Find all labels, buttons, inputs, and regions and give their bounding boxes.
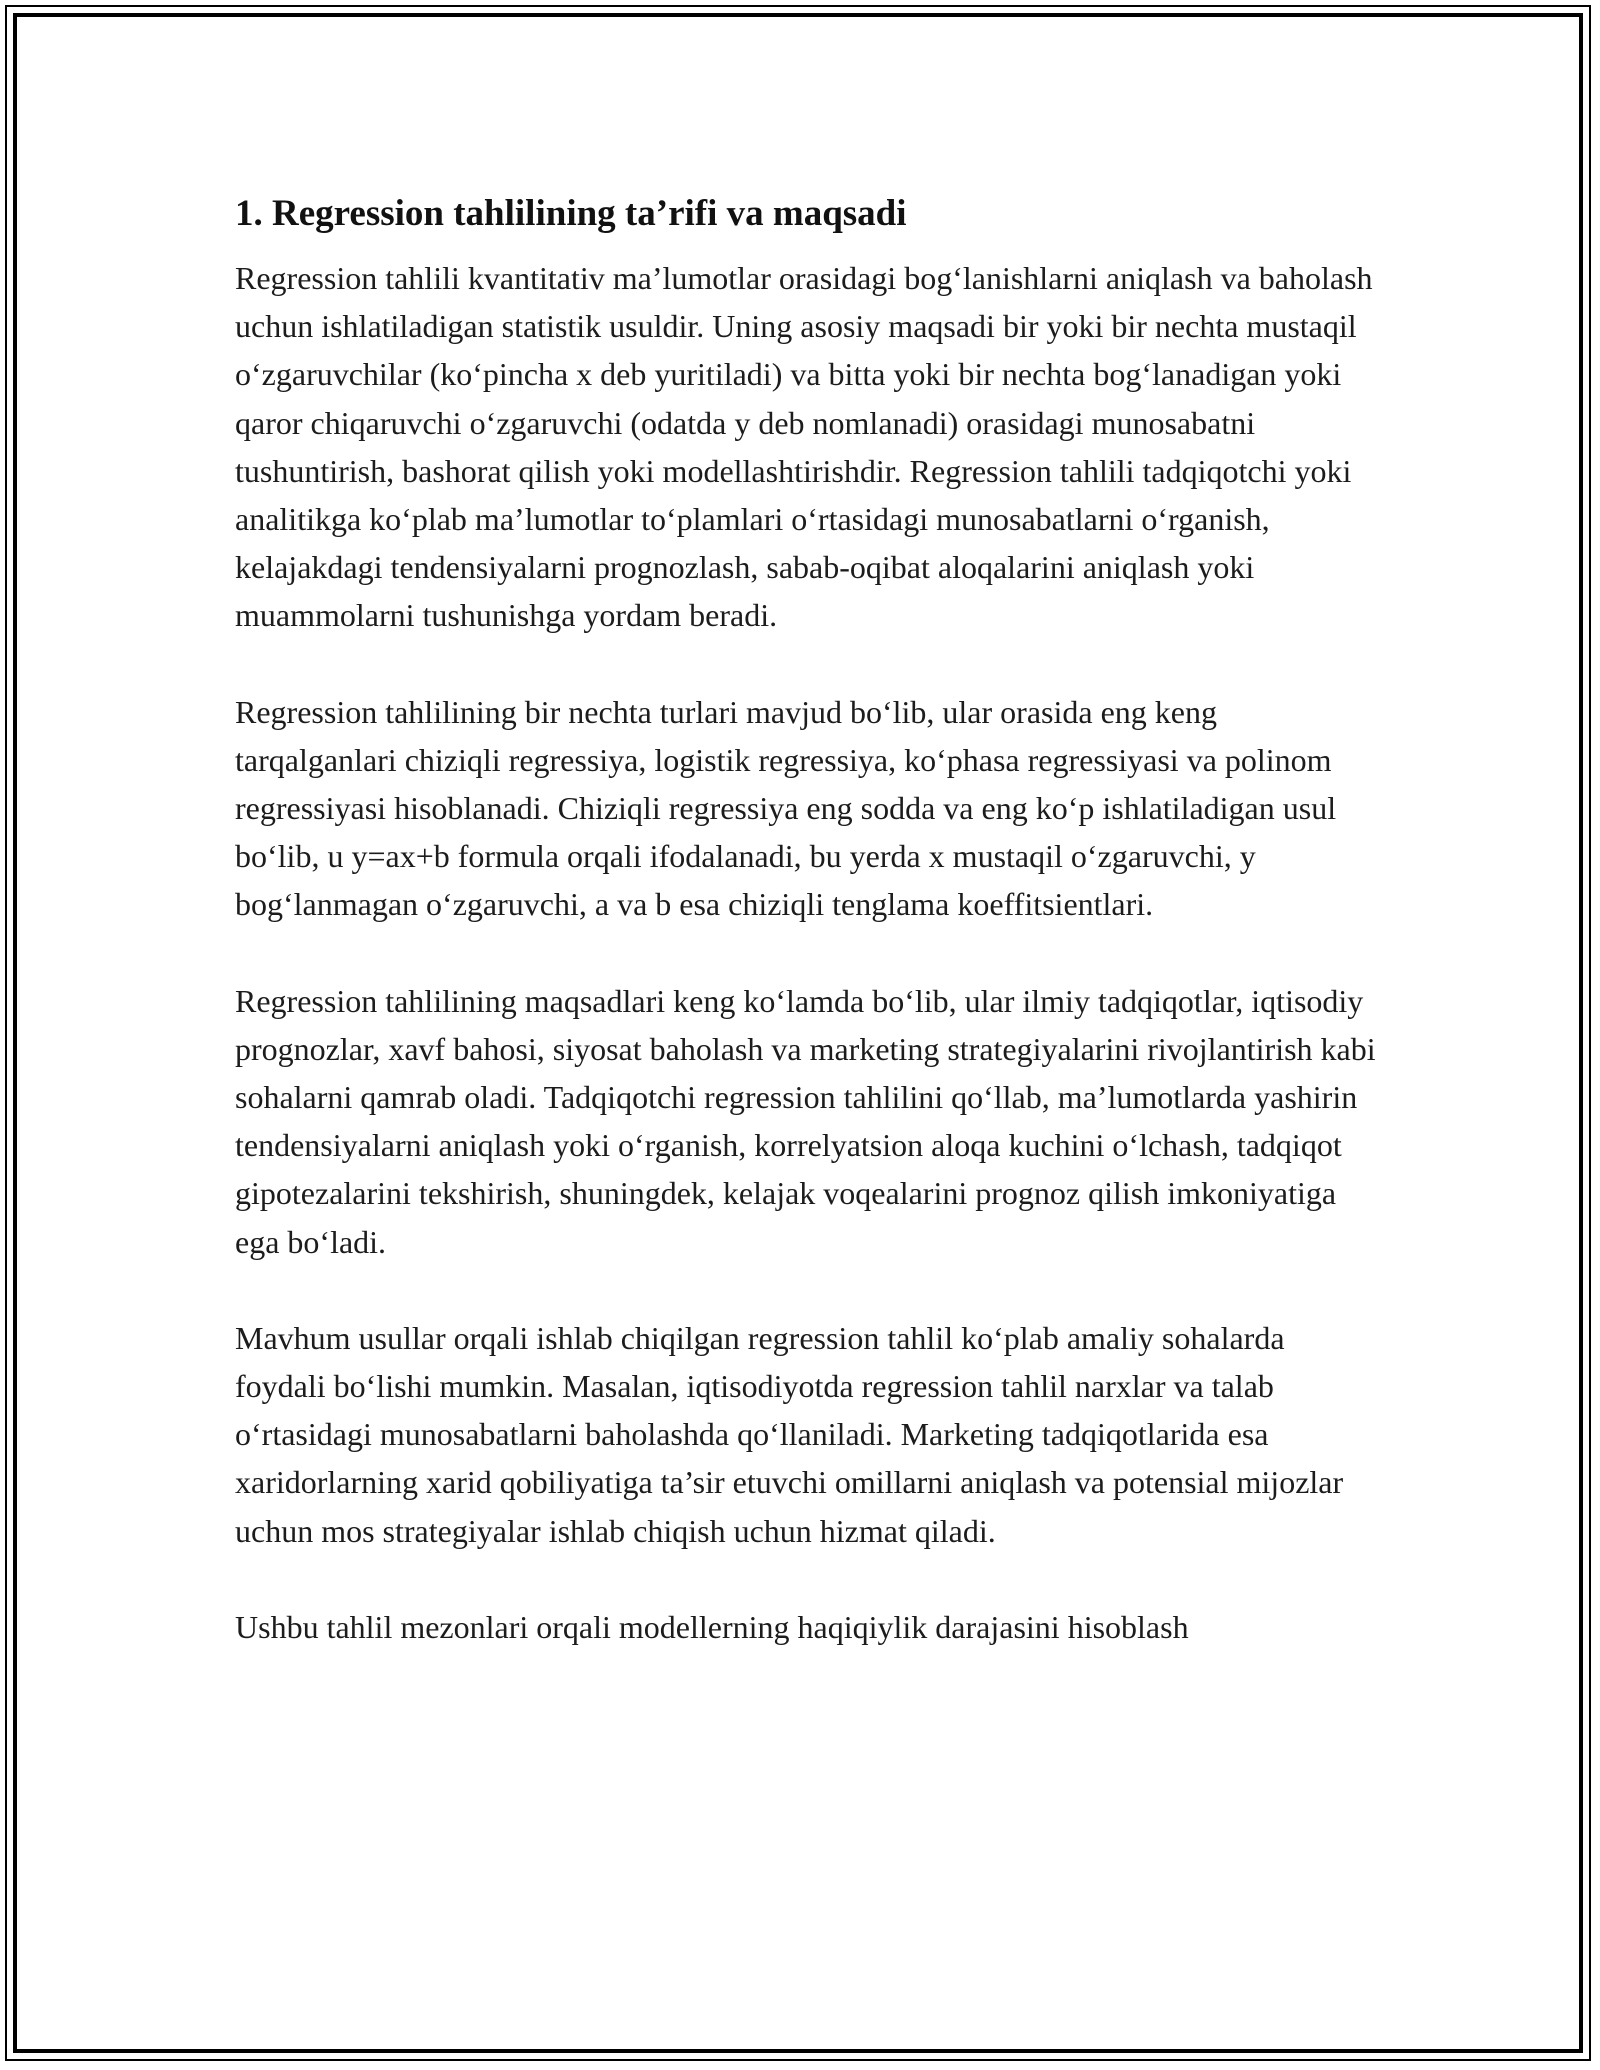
document-body <box>235 186 1380 1699</box>
paragraph-definition: Regression tahlili kvantitativ ma’lumotlar orasidagi bog‘lanishlarni aniqlash va baholash uchun ishlatiladigan statistik usuldir. Uning asosiy maqsadi bir yoki bir nechta mustaqil o‘zgaruvchilar (ko‘pincha x deb yuritiladi) va bitta yoki bir nechta bog‘lanadigan yoki qaror chiqaruvchi o‘zgaruvchi (odatda y deb nomlanadi) orasidagi munosabatni tushuntirish, bashorat qilish yoki modellashtirishdir. Regression tahlili tadqiqotchi yoki analitikga ko‘plab ma’lumotlar to‘plamlari o‘rtasidagi munosabatlarni o‘rganish, kelajakdagi tendensiyalarni prognozlash, sabab-oqibat aloqalarini aniqlash yoki muammolarni tushunishga yordam beradi. <box>235 260 1373 634</box>
section-heading: 1. Regression tahlilining ta’rifi va maqsadi <box>235 193 907 234</box>
paragraph-goals: Regression tahlilining maqsadlari keng ko‘lamda bo‘lib, ular ilmiy tadqiqotlar, iqtisodiy prognozlar, xavf bahosi, siyosat baholash va marketing strategiyalarini rivojlantirish kabi sohalarni qamrab oladi. Tadqiqotchi regression tahlilini qo‘llab, ma’lumotlarda yashirin tendensiyalarni aniqlash yoki o‘rganish, korrelyatsion aloqa kuchini o‘lchash, tadqiqot gipotezalarini tekshirish, shuningdek, kelajak voqealarini prognoz qilish imkoniyatiga ega bo‘ladi. <box>235 982 1376 1260</box>
paragraph-types: Regression tahlilining bir nechta turlari mavjud bo‘lib, ular orasida eng keng tarqalganlari chiziqli regressiya, logistik regressiya, ko‘phasa regressiyasi va polinom regressiyasi hisoblanadi. Chiziqli regressiya eng sodda va eng ko‘p ishlatiladigan usul bo‘lib, u y=ax+b formula orqali ifodalanadi, bu yerda x mustaqil o‘zgaruvchi, y bog‘lanmagan o‘zgaruvchi, a va b esa chiziqli tenglama koeffitsientlari. <box>235 693 1337 923</box>
paragraph-criteria: Ushbu tahlil mezonlari orqali modellerning haqiqiylik darajasini hisoblash <box>235 1608 1189 1645</box>
paragraph-applications: Mavhum usullar orqali ishlab chiqilgan regression tahlil ko‘plab amaliy sohalarda foydali bo‘lishi mumkin. Masalan, iqtisodiyotda regression tahlil narxlar va talab o‘rtasidagi munosabatlarni baholashda qo‘llaniladi. Marketing tadqiqotlarida esa xaridorlarning xarid qobiliyatiga ta’sir etuvchi omillarni aniqlash va potensial mijozlar uchun mos strategiyalar ishlab chiqish uchun hizmat qiladi. <box>235 1319 1344 1549</box>
